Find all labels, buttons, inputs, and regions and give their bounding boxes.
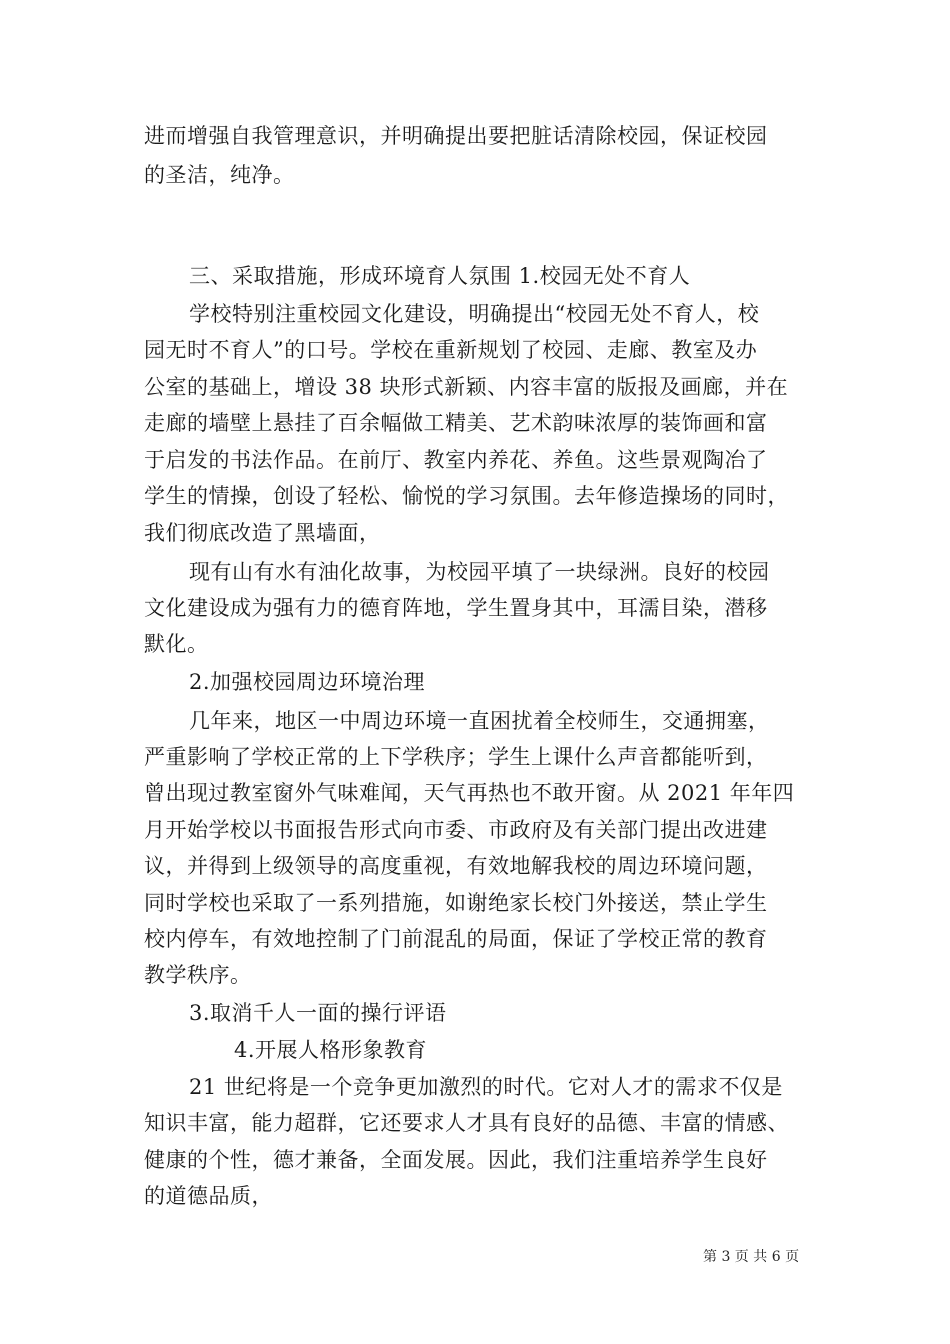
text-line: 同时学校也采取了一系列措施，如谢绝家长校门外接送，禁止学生 bbox=[144, 891, 768, 915]
text-line: 教学秩序。 bbox=[144, 963, 252, 987]
section-heading: 3.取消千人一面的操行评语 bbox=[189, 1001, 447, 1025]
text-line: 走廊的墙壁上悬挂了百余幅做工精美、艺术韵味浓厚的装饰画和富 bbox=[144, 411, 768, 435]
text-line: 校内停车，有效地控制了门前混乱的局面，保证了学校正常的教育 bbox=[144, 927, 768, 951]
text-line: 月开始学校以书面报告形式向市委、市政府及有关部门提出改进建 bbox=[144, 818, 768, 842]
text-line: 议，并得到上级领导的高度重视，有效地解我校的周边环境问题， bbox=[144, 854, 768, 878]
text-line: 进而增强自我管理意识，并明确提出要把脏话清除校园，保证校园 bbox=[144, 124, 768, 148]
text-line: 曾出现过教室窗外气味难闻，天气再热也不敢开窗。从 2021 年年四 bbox=[144, 781, 795, 805]
text-line: 我们彻底改造了黑墙面， bbox=[144, 521, 381, 545]
text-line: 文化建设成为强有力的德育阵地，学生置身其中，耳濡目染，潜移 bbox=[144, 596, 768, 620]
text-line: 知识丰富，能力超群，它还要求人才具有良好的品德、丰富的情感、 bbox=[144, 1111, 789, 1135]
text-line: 的圣洁，纯净。 bbox=[144, 163, 295, 187]
section-heading: 4.开展人格形象教育 bbox=[234, 1038, 428, 1062]
text-line: 健康的个性，德才兼备，全面发展。因此，我们注重培养学生良好 bbox=[144, 1148, 768, 1172]
text-line: 默化。 bbox=[144, 632, 209, 656]
text-line: 学生的情操，创设了轻松、愉悦的学习氛围。去年修造操场的同时， bbox=[144, 484, 789, 508]
text-line: 公室的基础上，增设 38 块形式新颖、内容丰富的版报及画廊，并在 bbox=[144, 375, 789, 399]
text-line: 几年来，地区一中周边环境一直困扰着全校师生，交通拥塞， bbox=[189, 709, 770, 733]
text-line: 学校特别注重校园文化建设，明确提出“校园无处不育人，校 bbox=[189, 302, 760, 326]
page-number: 第 3 页 共 6 页 bbox=[703, 1249, 800, 1265]
text-line: 于启发的书法作品。在前厅、教室内养花、养鱼。这些景观陶冶了 bbox=[144, 448, 768, 472]
text-line: 园无时不育人”的口号。学校在重新规划了校园、走廊、教室及办 bbox=[144, 338, 758, 362]
section-heading: 三、采取措施，形成环境育人氛围 1.校园无处不育人 bbox=[189, 264, 691, 288]
text-line: 21 世纪将是一个竞争更加激烈的时代。它对人才的需求不仅是 bbox=[189, 1075, 783, 1099]
text-line: 的道德品质， bbox=[144, 1184, 273, 1208]
section-heading: 2.加强校园周边环境治理 bbox=[189, 670, 426, 694]
text-line: 现有山有水有油化故事，为校园平填了一块绿洲。良好的校园 bbox=[189, 560, 770, 584]
text-line: 严重影响了学校正常的上下学秩序；学生上课什么声音都能听到， bbox=[144, 745, 768, 769]
